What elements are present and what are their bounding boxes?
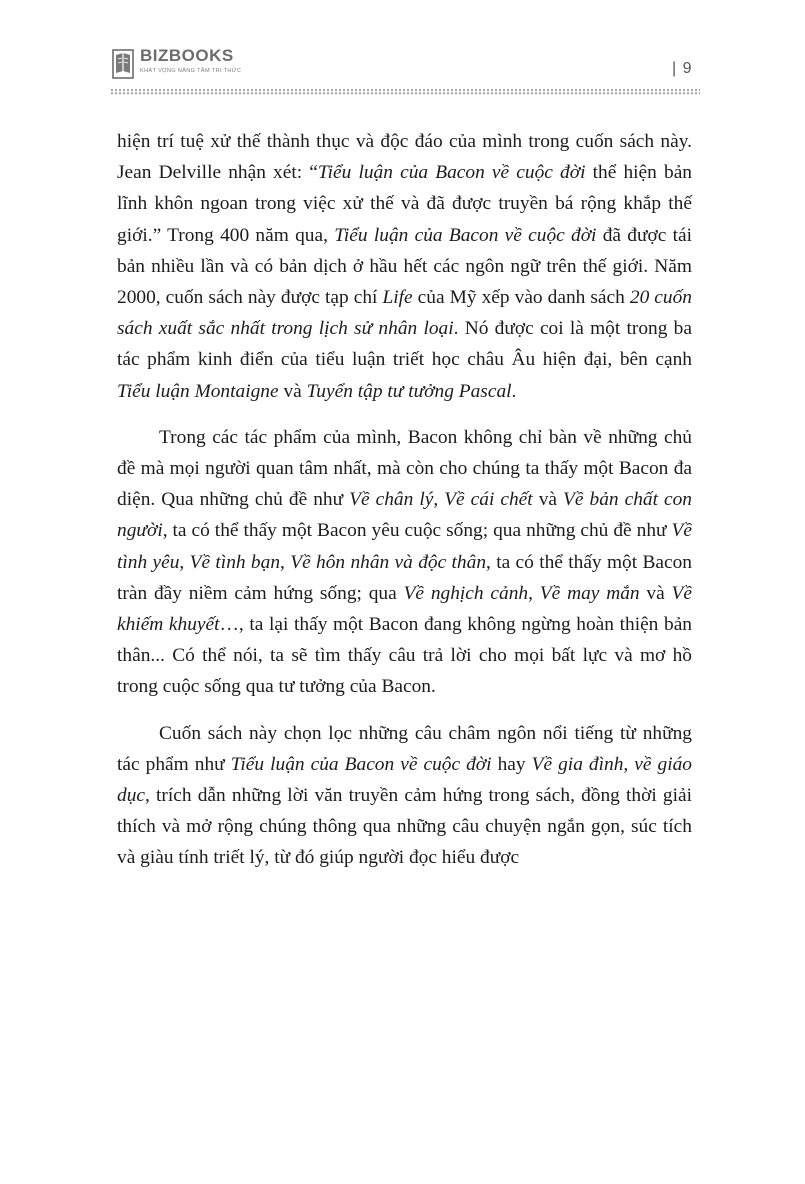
page-number-divider: | bbox=[672, 60, 683, 77]
logo-tagline: KHÁT VỌNG NÂNG TẦM TRI THỨC bbox=[140, 68, 242, 74]
paragraph bbox=[117, 126, 692, 407]
page-number-value: 9 bbox=[682, 60, 693, 77]
paragraph-text: đã được tái bản nhiều lần và có bản dịch ở hầu hết các ngôn ngữ trên thế giới. Năm 2000, cuốn sách này được tạp chí bbox=[117, 224, 693, 309]
italic-title-text: Tiểu luận của Bacon về cuộc đời bbox=[317, 162, 586, 184]
paragraph-text: , bbox=[280, 551, 291, 573]
italic-title-text: Về hôn nhân và độc thân bbox=[290, 551, 487, 573]
header-decorative-rule bbox=[110, 88, 700, 95]
page-number bbox=[672, 60, 693, 78]
paragraph-text: . Nó được coi là một trong ba tác phẩm kinh điển của tiểu luận triết học châu Âu hiện đại, bên cạnh bbox=[117, 318, 692, 371]
italic-title-text: Tiểu luận của Bacon về cuộc đời bbox=[334, 224, 597, 246]
paragraph-text: và bbox=[278, 380, 307, 402]
italic-title-text: Về chân lý bbox=[349, 489, 434, 511]
paragraph bbox=[117, 422, 692, 703]
book-emblem-icon bbox=[112, 49, 134, 79]
paragraph-text: …, ta lại thấy một Bacon đang không ngừng hoàn thiện bản thân... Có thể nói, ta sẽ tìm thấy câu trả lời cho mọi bất lực và mơ hồ trong cuộc sống qua tư tưởng của Bacon. bbox=[117, 614, 692, 698]
paragraph-text: , ta có thể thấy một Bacon tràn đầy niềm cảm hứng sống; qua bbox=[117, 551, 693, 604]
paragraph-text: , bbox=[179, 551, 190, 573]
paragraph-text: và bbox=[639, 582, 672, 604]
paragraph-text: , bbox=[528, 582, 540, 604]
paragraph-text: . bbox=[511, 380, 517, 402]
paragraph-text: hay bbox=[491, 753, 532, 775]
paragraph-text: hiện trí tuệ xử thế thành thục và độc đáo của mình trong cuốn sách này. Jean Delville nhận xét: “ bbox=[117, 131, 692, 184]
italic-title-text: 20 cuốn sách xuất sắc nhất trong lịch sử nhân loại bbox=[117, 287, 692, 340]
italic-title-text: Về bản chất con người bbox=[117, 489, 693, 542]
italic-title-text: Tuyển tập tư tưởng Pascal bbox=[306, 380, 512, 402]
italic-title-text: Về khiếm khuyết bbox=[117, 582, 692, 636]
italic-title-text: Về tình bạn bbox=[189, 551, 281, 573]
italic-title-text: Tiểu luận của Bacon về cuộc đời bbox=[230, 753, 492, 775]
paragraph-text: Trong các tác phẩm của mình, Bacon không chỉ bàn về những chủ đề mà mọi người quan tâm nhất, mà còn cho chúng ta thấy một Bacon đa diện. Qua những chủ đề như bbox=[117, 426, 692, 511]
paragraph bbox=[117, 718, 692, 874]
paragraph-text: , ta có thể thấy một Bacon yêu cuộc sống; qua những chủ đề như bbox=[162, 520, 672, 542]
body-text bbox=[117, 126, 692, 874]
page-header bbox=[0, 0, 805, 100]
italic-title-text: Life bbox=[382, 287, 413, 309]
italic-title-text: Về nghịch cảnh bbox=[403, 582, 529, 604]
italic-title-text: Tiểu luận Montaigne bbox=[117, 380, 279, 402]
paragraph-text: và bbox=[532, 489, 564, 511]
paragraph-text: , trích dẫn những lời văn truyền cảm hứng trong sách, đồng thời giải thích và mở rộng chúng thông qua những câu chuyện ngắn gọn, súc tích và giàu tính triết lý, từ đó giúp người đọc hiểu được bbox=[117, 785, 692, 869]
paragraph-text: của Mỹ xếp vào danh sách bbox=[412, 287, 630, 309]
bizbooks-logo bbox=[112, 47, 241, 83]
italic-title-text: Về may mắn bbox=[539, 582, 640, 604]
italic-title-text: Về gia đình, về giáo dục bbox=[117, 753, 692, 807]
italic-title-text: Về tình yêu bbox=[117, 520, 692, 573]
paragraph-text: thể hiện bản lĩnh khôn ngoan trong việc xử thế và đã được truyền bá rộng khắp thế giới.” Trong 400 năm qua, bbox=[117, 162, 692, 246]
logo-name: BIZBOOKS bbox=[140, 46, 234, 65]
paragraph-text: Cuốn sách này chọn lọc những câu châm ngôn nổi tiếng từ những tác phẩm như bbox=[117, 722, 692, 775]
paragraph-text: , bbox=[433, 489, 445, 511]
italic-title-text: Về cái chết bbox=[444, 489, 533, 511]
